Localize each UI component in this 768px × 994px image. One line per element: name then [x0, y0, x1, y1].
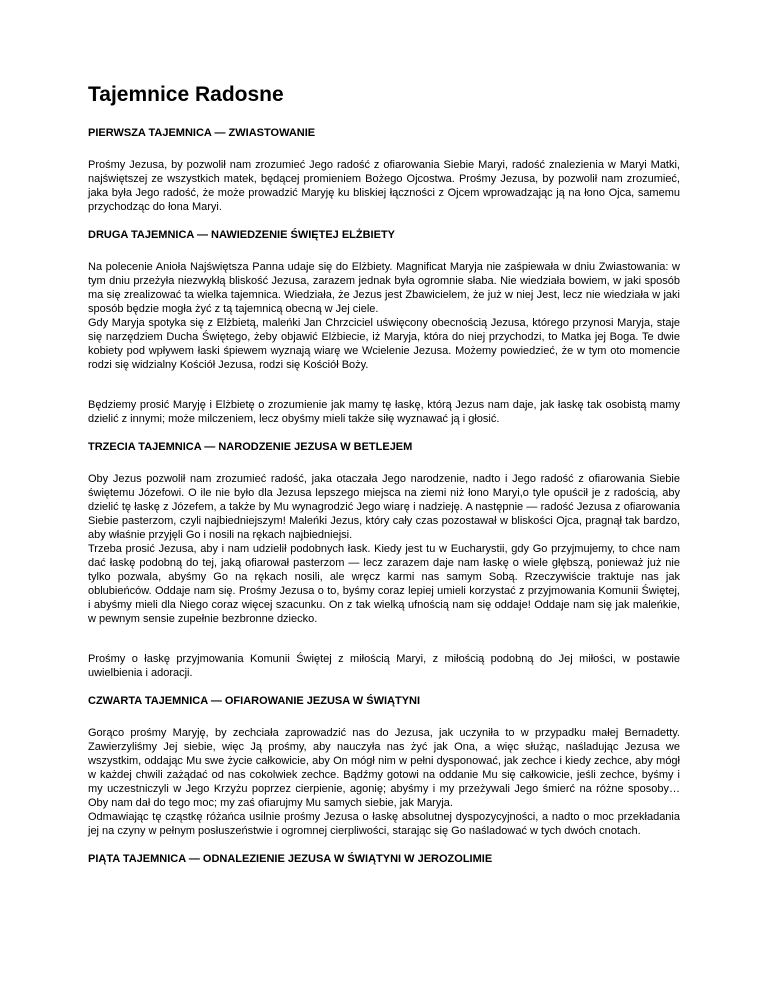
section-1-paragraph — [88, 158, 680, 214]
section-2-paragraph — [88, 260, 680, 372]
section-4-text-2: Odmawiając tę cząstkę różańca usilnie prośmy Jezusa o łaskę absolutnej dyspozycyjności, a nadto o moc przekładania jej na czyny w pełnym posłuszeństwie i ogromnej cierpliwości, starając się Go naśladować w tych dwóch cnotach. — [88, 811, 680, 837]
section-4-paragraph — [88, 726, 680, 838]
document-title: Tajemnice Radosne — [88, 83, 284, 106]
section-heading-1: PIERWSZA TAJEMNICA — ZWIASTOWANIE — [88, 127, 316, 139]
section-3-text-2: Trzeba prosić Jezusa, aby i nam udzielił podobnych łask. Kiedy jest tu w Eucharystii, gdy Go przyjmujemy, to chce nam dać łaskę podobną do tej, jaką ofiarował pasterzom — lecz zarazem daje nam łaskę o wiele głębszą, ponieważ już nie tylko pozwala, abyśmy Go na rękach nosili, ale wręcz karmi nas samym Sobą. Rzeczywiście traktuje nas jak oblubieńców. Oddaje nam się. Prośmy Jezusa o to, byśmy coraz lepiej umieli korzystać z przyjmowania Komunii Świętej, i abyśmy mieli dla Niego coraz więcej szacunku. On z tak wielką ufnością nam się oddaje! Oddaje nam się jak maleńkie, w pewnym sensie zupełnie bezbronne dziecko. — [88, 543, 680, 625]
section-2-text-1: Na polecenie Anioła Najświętsza Panna udaje się do Elżbiety. Magnificat Maryja nie zaśpiewała w dniu Zwiastowania: w tym dniu przeżyła niezwykłą bliskość Jezusa, zarazem jednak była ogromnie słaba. Nie wiedziała bowiem, w jaki sposób ma się zrealizować ta wielka tajemnica. Wiedziała, że Jezus jest Zbawicielem, że już w niej Jest, lecz nie wiedziała w jaki sposób będzie mogła żyć z tą tajemnicą obecną w Jej ciele. — [88, 261, 680, 315]
section-4-text-1: Gorąco prośmy Maryję, by zechciała zaprowadzić nas do Jezusa, jak uczyniła to w przypadku małej Bernadetty. Zawierzyliśmy Jej siebie, więc Ją prośmy, aby nauczyła nas żyć jak Ona, a więc służąc, naśladując Jezusa we wszystkim, oddając Mu swe życie całkowicie, aby On mógł nim w pełni dysponować, jak zechce i kiedy zechce, aby mógł w każdej chwili zażądać od nas cokolwiek zechce. Bądźmy gotowi na oddanie Mu się całkowicie, jeśli zechce, byśmy i my uczestniczyli w Jego Krzyżu poprzez cierpienie, agonię; abyśmy i my przeżywali Jego śmierć na różne sposoby… Oby nam dał do tego moc; my zaś ofiarujmy Mu samych siebie, jak Maryja. — [88, 727, 680, 809]
section-heading-5: PIĄTA TAJEMNICA — ODNALEZIENIE JEZUSA W ŚWIĄTYNI W JEROZOLIMIE — [88, 853, 493, 865]
section-2-text-3: Będziemy prosić Maryję i Elżbietę o zrozumienie jak mamy tę łaskę, którą Jezus nam daje, jak łaskę tak osobistą mamy dzielić z innymi; może milczeniem, lecz obyśmy mieli także siłę wyznawać ją i głosić. — [88, 399, 680, 425]
section-2-text-2: Gdy Maryja spotyka się z Elżbietą, maleńki Jan Chrzciciel uświęcony obecnością Jezusa, którego przynosi Maryja, staje się narzędziem Ducha Świętego, żeby objawić Elżbiecie, iż Maryja, która do niej przychodzi, to Matka jej Boga. Te dwie kobiety pod wpływem łaski śpiewem wyznają wiarę we Wcielenie Jezusa. Możemy powiedzieć, że w tym oto momencie rodzi się widzialny Kościół Jezusa, rodzi się Kościół Boży. — [88, 317, 680, 371]
section-3-text-1: Oby Jezus pozwolił nam zrozumieć radość, jaka otaczała Jego narodzenie, nadto i Jego radość z ofiarowania Siebie świętemu Józefowi. O ile nie było dla Jezusa lepszego miejsca na ziemi niż łono Maryi,o tyle opuścił je z radością, aby dzielić tę łaskę z Józefem, a także by Mu wynagrodzić Jego wiarę i nadzieję. A następnie — radość Jezusa z ofiarowania Siebie pasterzom, czyli najbiedniejszym! Maleńki Jezus, który cały czas pozostawał w bliskości Ojca, pragnął tak bardzo, aby właśnie przyjęli Go i nosili na rękach najbiedniejsi. — [88, 473, 680, 541]
section-heading-3: TRZECIA TAJEMNICA — NARODZENIE JEZUSA W BETLEJEM — [88, 441, 413, 453]
document-page — [88, 82, 680, 884]
section-1-text: Prośmy Jezusa, by pozwolił nam zrozumieć Jego radość z ofiarowania Siebie Maryi, radość znalezienia w Maryi Matki, najświętszej ze wszystkich matek, będącej promieniem Bożego Ojcostwa. Prośmy Jezusa, by pozwolił nam zrozumieć, jaka była Jego radość, że może prowadzić Maryję ku bliskiej łączności z Ojcem wprowadzając ją na łono Ojca, samemu przychodząc do łona Maryi. — [88, 159, 680, 213]
section-3-paragraph — [88, 472, 680, 626]
section-3-text-3: Prośmy o łaskę przyjmowania Komunii Świętej z miłością Maryi, z miłością podobną do Jej miłości, w postawie uwielbienia i adoracji. — [88, 653, 680, 679]
section-heading-4: CZWARTA TAJEMNICA — OFIAROWANIE JEZUSA W ŚWIĄTYNI — [88, 695, 421, 707]
section-heading-2: DRUGA TAJEMNICA — NAWIEDZENIE ŚWIĘTEJ ELŻBIETY — [88, 229, 395, 241]
section-3-paragraph-b — [88, 652, 680, 680]
section-2-paragraph-b — [88, 398, 680, 426]
